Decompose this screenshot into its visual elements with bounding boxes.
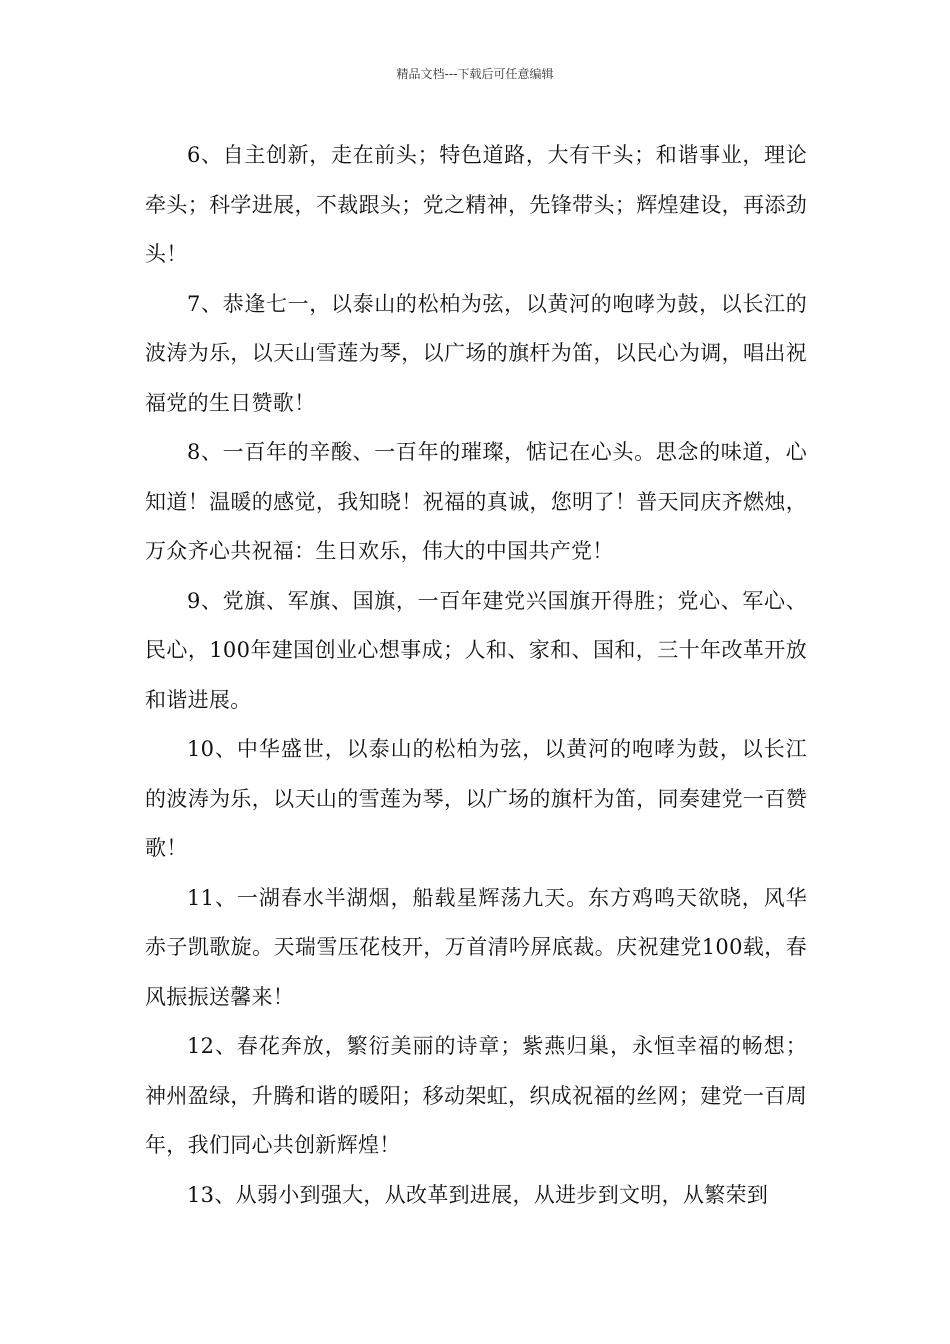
paragraph-8: 8、一百年的辛酸、一百年的璀璨，惦记在心头。思念的味道，心知道！温暖的感觉，我知晓！祝福的真诚，您明了！普天同庆齐燃烛，万众齐心共祝福：生日欢乐，伟大的中国共产党！ (145, 440, 807, 563)
paragraph-6: 6、自主创新，走在前头；特色道路，大有干头；和谐事业，理论牵头；科学进展，不裁跟头；党之精神，先锋带头；辉煌建设，再添劲头！ (145, 143, 807, 266)
paragraph-9: 9、党旗、军旗、国旗，一百年建党兴国旗开得胜；党心、军心、民心，100年建国创业心想事成；人和、家和、国和，三十年改革开放和谐进展。 (145, 588, 807, 712)
paragraph-11: 11、一湖春水半湖烟，船载星辉荡九天。东方鸡鸣天欲晓，风华赤子凯歌旋。天瑞雪压花枝开，万首清吟屏底裁。庆祝建党100载，春风振振送馨来！ (145, 885, 807, 1009)
paragraph-13: 13、从弱小到强大，从改革到进展，从进步到文明，从繁荣到 (187, 1182, 769, 1207)
paragraph-12: 12、春花奔放，繁衍美丽的诗章；紫燕归巢，永恒幸福的畅想；神州盈绿，升腾和谐的暖阳；移动架虹，织成祝福的丝网；建党一百周年，我们同心共创新辉煌！ (145, 1034, 807, 1157)
paragraph-10: 10、中华盛世，以泰山的松柏为弦，以黄河的咆哮为鼓，以长江的波涛为乐，以天山的雪莲为琴，以广场的旗杆为笛，同奏建党一百赞歌！ (145, 737, 807, 860)
page-header: 精品文档---下载后可任意编辑 (396, 67, 554, 81)
paragraph-7: 7、恭逢七一，以泰山的松柏为弦，以黄河的咆哮为鼓，以长江的波涛为乐，以天山雪莲为琴，以广场的旗杆为笛，以民心为调，唱出祝福党的生日赞歌！ (145, 291, 807, 415)
document-body (145, 131, 807, 1220)
